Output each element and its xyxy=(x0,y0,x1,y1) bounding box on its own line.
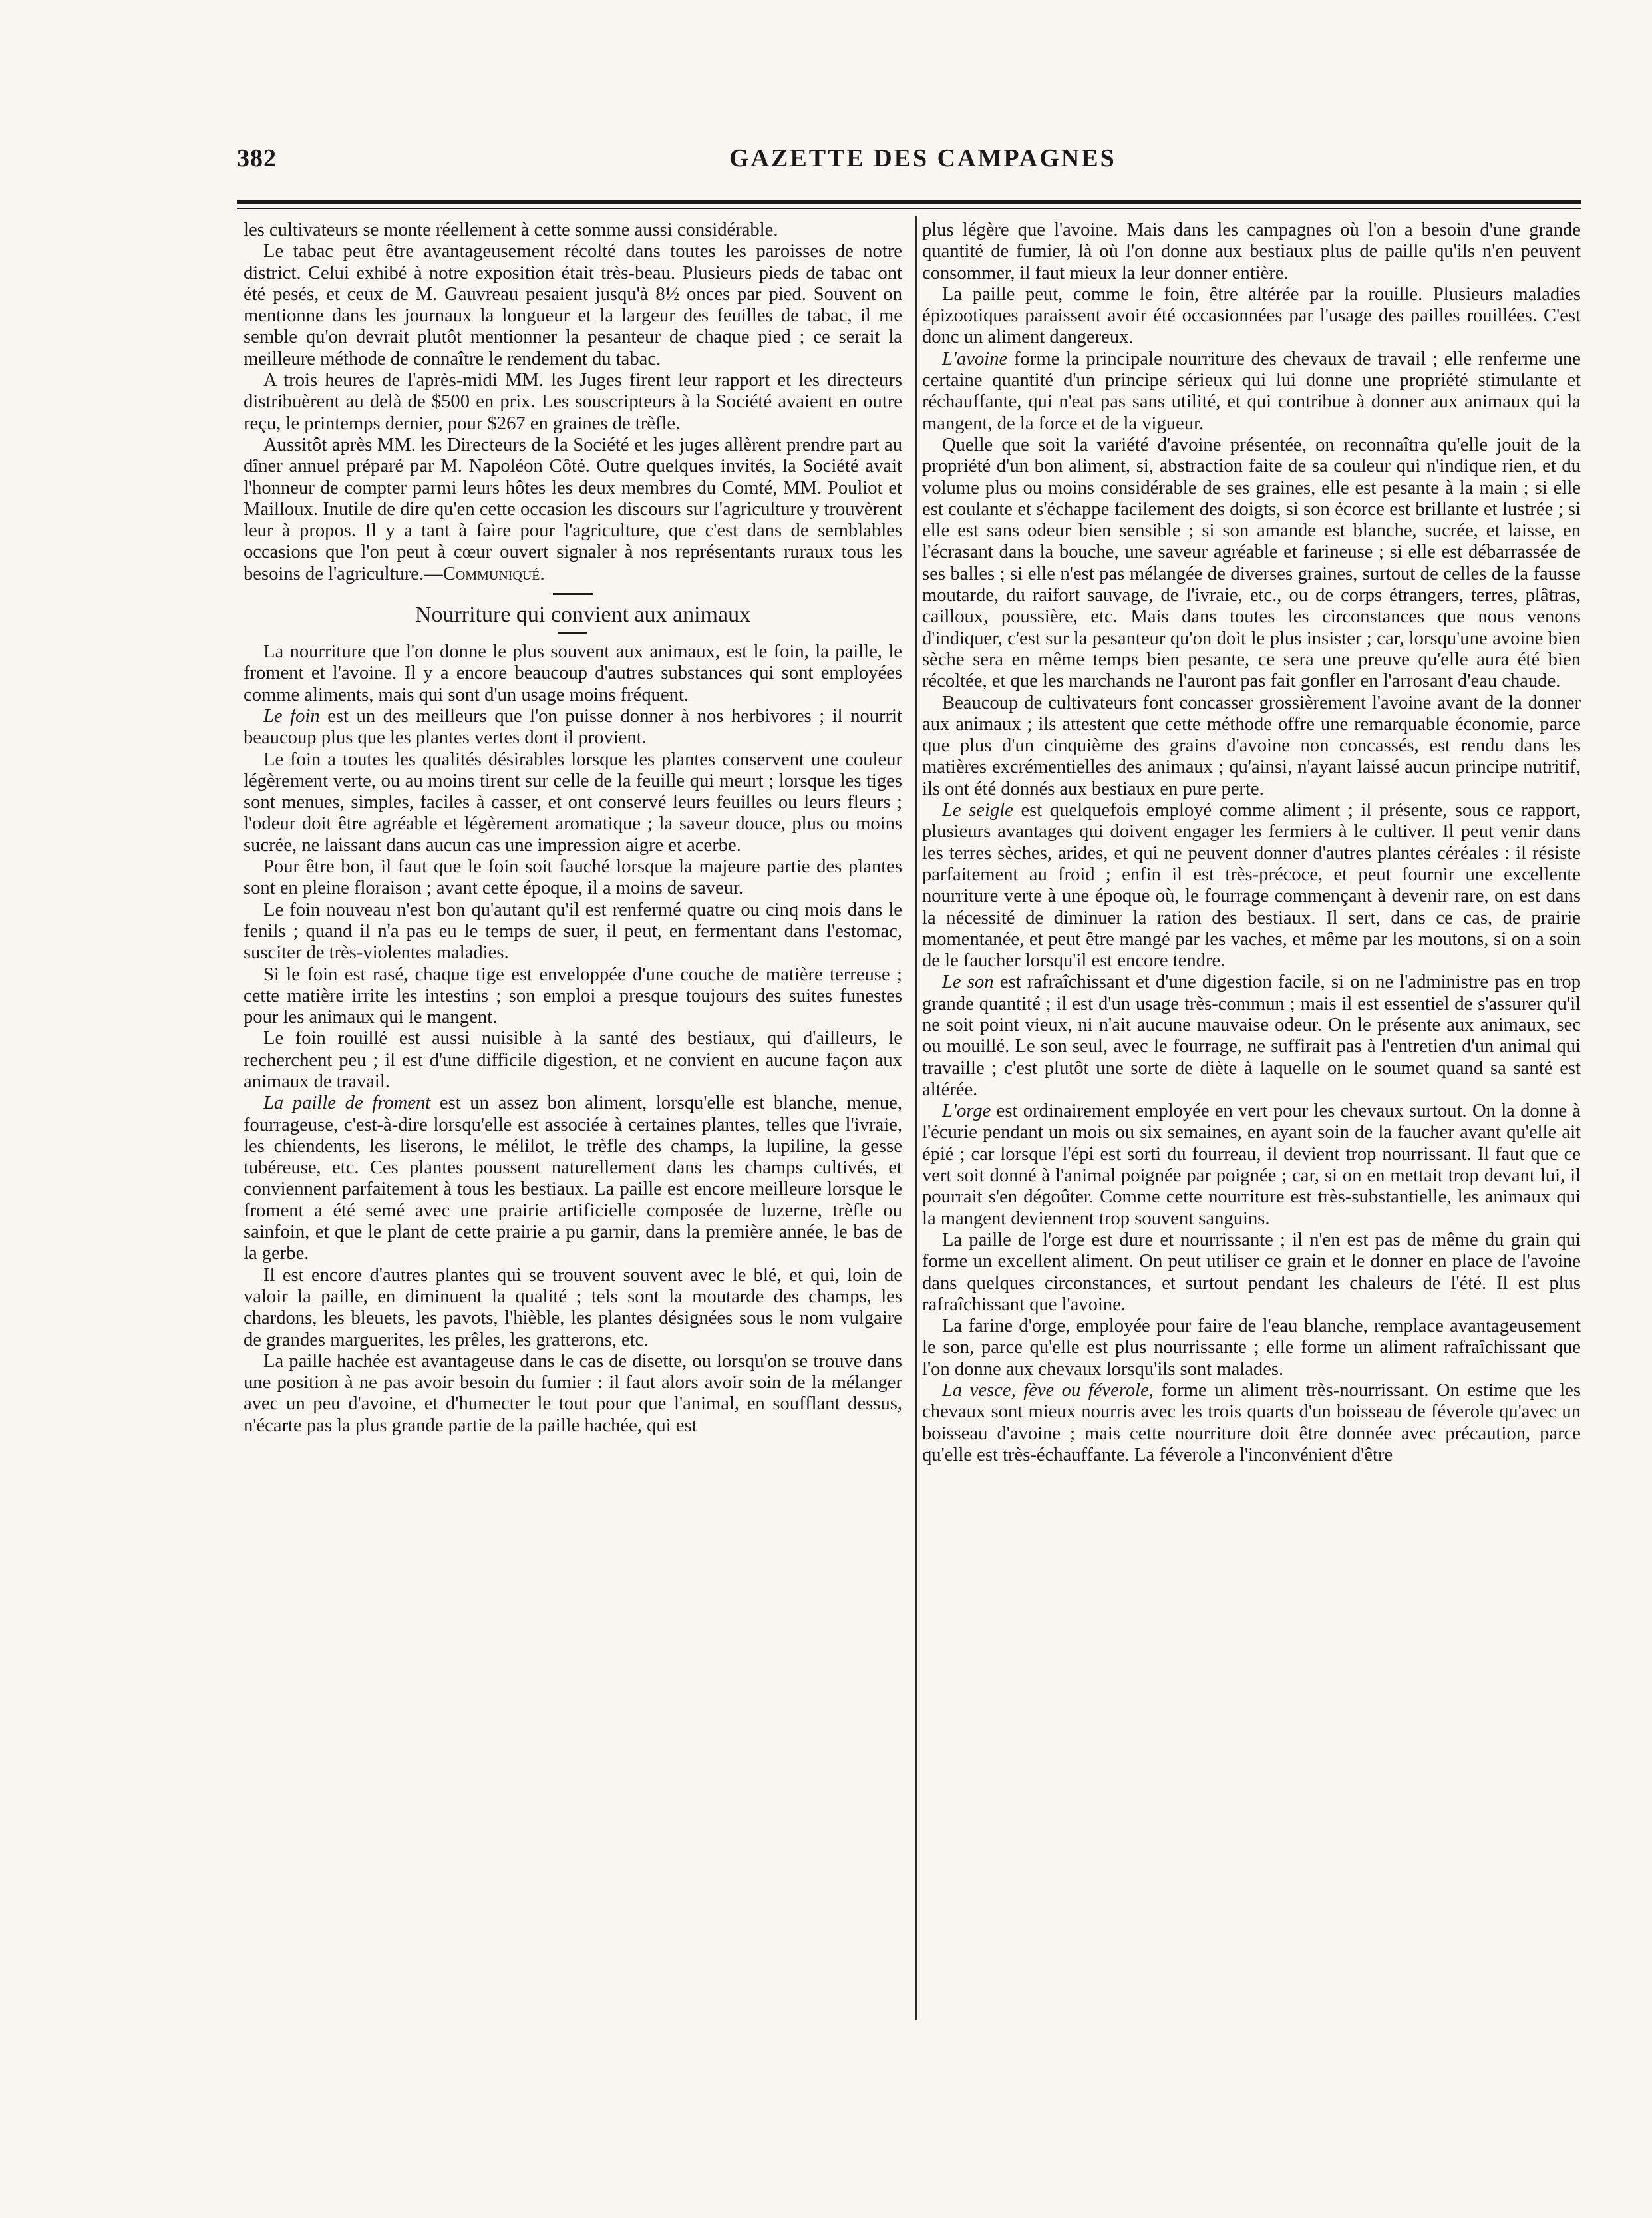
lead-term: La vesce, fève ou féverole, xyxy=(942,1380,1154,1401)
paragraph xyxy=(922,972,1581,1101)
paragraph xyxy=(244,435,902,585)
paragraph: Le tabac peut être avantageusement récolté dans toutes les paroisses de notre district. Celui exhibé à notre exposition était très-beau. Plusieurs pieds de tabac ont été pesés, et ceux de M. Gauvreau pesaient jusqu'à 8½ onces par pied. Souvent on mentionne dans les journaux la longueur et la largeur des feuilles de tabac, il me semble qu'on devrait plutôt mentionner la pesanteur de chaque pied ; ce serait la meilleure méthode de connaître le rendement du tabac. xyxy=(244,241,902,369)
paragraph-text: est un assez bon aliment, lorsqu'elle est blanche, menue, fourrageuse, c'est-à-dire lorsqu'elle est associée à certaines plantes, telles que l'ivraie, les chiendents, les liserons, le mélilot, le trèfle des champs, la lupiline, la gesse tubéreuse, etc. Ces plantes poussent naturellement dans les champs cultivés, et conviennent parfaitement à tous les bestiaux. La paille est encore meilleure lorsque le froment a été semé avec une prairie artificielle composée de luzerne, trèfle ou sainfoin, et que le plant de cette prairie a pu garnir, dans la première année, le bas de la gerbe. xyxy=(244,1093,902,1264)
page-header xyxy=(237,144,1581,190)
paragraph: Le foin rouillé est aussi nuisible à la santé des bestiaux, qui d'ailleurs, le recherchent peu ; il est d'une difficile digestion, et ne convient en aucune façon aux animaux de travail. xyxy=(244,1028,902,1092)
paragraph: Le foin nouveau n'est bon qu'autant qu'il est renfermé quatre ou cinq mois dans le fenils ; quand il n'a pas eu le temps de suer, il peut, en fermentant dans l'estomac, susciter de très-violentes maladies. xyxy=(244,899,902,964)
paragraph: Il est encore d'autres plantes qui se trouvent souvent avec le blé, et qui, loin de valoir la paille, en diminuent la qualité ; tels sont la moutarde des champs, les chardons, les bleuets, les pavots, l'hièble, les plantes désignées sous le nom vulgaire de grandes marguerites, les prêles, les gratterons, etc. xyxy=(244,1264,902,1350)
lead-term: La paille de froment xyxy=(263,1093,431,1114)
paragraph-text: est ordinairement employée en vert pour les chevaux surtout. On la donne à l'écurie pendant un mois ou six semaines, en ayant soin de la faucher avant qu'elle ait épié ; car lorsque l'épi est sorti du fourreau, il devient trop nourrissant. Il faut que ce vert soit donné à l'animal poignée par poignée ; car, si on en mettait trop devant lui, il pourrait s'en dégoûter. Comme cette nourriture est très-substantielle, les animaux qui la mangent deviennent trop souvent sanguins. xyxy=(922,1101,1581,1229)
paragraph-text: Aussitôt après MM. les Directeurs de la Société et les juges allèrent prendre part au dîner annuel préparé par M. Napoléon Côté. Outre quelques invités, la Société avait l'honneur de compter parmi leurs hôtes les deux membres du Comté, MM. Pouliot et Mailloux. Inutile de dire qu'en cette occasion les discours sur l'agriculture y trouvèrent leur à propos. Il y a tant à faire pour l'agriculture, que c'est dans de semblables occasions que l'on peut à cœur ouvert signaler à nos représentants ruraux tous les besoins de l'agriculture.— xyxy=(244,434,902,584)
lead-term: Le foin xyxy=(263,705,320,727)
paragraph: Quelle que soit la variété d'avoine présentée, on reconnaîtra qu'elle jouit de la propriété d'un bon aliment, si, abstraction faite de sa couleur qui n'indique rien, et du volume plus ou moins considérable de ses graines, elle est pesante à la main ; si elle est coulante et s'échappe facilement des doigts, si son écorce est brillante et lustrée ; si elle est sans odeur bien sensible ; si son amande est blanche, sucrée, et laisse, en l'écrasant dans la bouche, une saveur agréable et farineuse ; si elle est débarrassée de ses balles ; si elle n'est pas mélangée de diverses graines, surtout de celles de la fausse moutarde, du raifort sauvage, de l'ivraie, etc., ou de corps étrangers, terres, plâtras, cailloux, poussière, etc. Mais dans toutes les circonstances que nous venons d'indiquer, c'est sur la pesanteur qu'on doit le plus insister ; car, lorsqu'une avoine bien sèche sera en même temps bien pesante, ce sera une preuve qu'elle aura été bien récoltée, et que les marchands ne l'auront pas fait gonfler en l'arrosant d'eau chaude. xyxy=(922,434,1581,692)
paragraph: La paille hachée est avantageuse dans le cas de disette, ou lorsqu'on se trouve dans une position à ne pas avoir besoin du fumier : il faut alors avoir soin de la mélanger avec un peu d'avoine, et d'humecter le tout pour que l'animal, en soufflant dessus, n'écarte pas la plus grande partie de la paille hachée, qui est xyxy=(244,1350,902,1436)
paragraph: Pour être bon, il faut que le foin soit fauché lorsque la majeure partie des plantes sont en pleine floraison ; avant cette époque, il a moins de saveur. xyxy=(244,856,902,899)
heading-rule xyxy=(558,632,587,634)
paragraph: La nourriture que l'on donne le plus souvent aux animaux, est le foin, la paille, le froment et l'avoine. Il y a encore beaucoup d'autres substances qui sont employées comme aliments, mais qui sont d'un usage moins fréquent. xyxy=(244,642,902,705)
paragraph-text: est un des meilleurs que l'on puisse donner à nos herbivores ; il nourrit beaucoup plus que les plantes vertes dont il provient. xyxy=(244,705,902,749)
right-column xyxy=(922,220,1581,1466)
lead-term: L'orge xyxy=(942,1101,991,1122)
lead-term: Le seigle xyxy=(942,800,1013,821)
paragraph: plus légère que l'avoine. Mais dans les campagnes où l'on a besoin d'une grande quantité de fumier, là où l'on donne aux bestiaux plus de paille qu'ils n'en peuvent consommer, il faut mieux la leur donner entière. xyxy=(922,220,1581,283)
header-rule-thin xyxy=(237,208,1581,209)
paragraph: La paille de l'orge est dure et nourrissante ; il n'en est pas de même du grain qui forme un excellent aliment. On peut utiliser ce grain et le donner en place de l'avoine dans quelques circonstances, et surtout pendant les chaleurs de l'été. Il est plus rafraîchissant que l'avoine. xyxy=(922,1229,1581,1315)
article-heading: Nourriture qui convient aux animaux xyxy=(414,602,751,628)
paragraph: A trois heures de l'après-midi MM. les Juges firent leur rapport et les directeurs distribuèrent au delà de $500 en prix. Les souscripteurs à la Société avaient en outre reçu, le printemps dernier, pour $267 en graines de trèfle. xyxy=(244,370,902,434)
paragraph: les cultivateurs se monte réellement à cette somme aussi considérable. xyxy=(244,220,778,240)
paragraph-text: forme la principale nourriture des chevaux de travail ; elle renferme une certaine quantité d'un principe sérieux qui lui donne une propriété stimulante et réchauffante, qui n'eat pas sans utilité, et qui contribue à donner aux animaux qui la mangent, de la force et de la vigueur. xyxy=(922,348,1581,434)
left-column xyxy=(244,220,902,1437)
page-number: 382 xyxy=(237,144,277,172)
paragraph: La farine d'orge, employée pour faire de l'eau blanche, remplace avantageusement le son, parce qu'elle est plus nourrissante ; elle forme un aliment rafraîchissant que l'on donne aux chevaux lorsqu'ils sont malades. xyxy=(922,1316,1581,1380)
paragraph: Beaucoup de cultivateurs font concasser grossièrement l'avoine avant de la donner aux animaux ; ils attestent que cette méthode offre une remarquable économie, parce que plus d'un cinquième des grains d'avoine non concassés, est rendu dans les matières excrémentielles des animaux ; qu'ainsi, n'ayant laissé aucun principe nutritif, ils ont été donnés aux bestiaux en pure perte. xyxy=(922,692,1581,799)
journal-title: GAZETTE DES CAMPAGNES xyxy=(729,144,1116,172)
paragraph xyxy=(922,800,1581,972)
paragraph xyxy=(244,706,902,749)
lead-term: L'avoine xyxy=(942,348,1008,369)
paragraph: La paille peut, comme le foin, être altérée par la rouille. Plusieurs maladies épizootiques paraissent avoir été occasionnées par l'usage des pailles rouillées. C'est donc un aliment dangereux. xyxy=(922,283,1581,348)
header-rule-thick xyxy=(237,200,1581,204)
paragraph-text: forme un aliment très-nourrissant. On estime que les chevaux sont mieux nourris avec les trois quarts d'un boisseau de féverole qu'avec un boisseau d'avoine ; mais cette nourriture doit être donnée avec précaution, parce qu'elle est très-échauffante. La féverole a l'inconvénient d'être xyxy=(922,1380,1581,1465)
paragraph xyxy=(244,1093,902,1264)
paragraph-text: est quelquefois employé comme aliment ; il présente, sous ce rapport, plusieurs avantages qui doivent engager les fermiers à le cultiver. Il peut venir dans les terres sèches, arides, et qui ne peuvent donner d'autres plantes céréales : il résiste parfaitement au froid ; enfin il est très-précoce, et peut fournir une excellente nourriture verte à une époque où, le fourrage commençant à devenir rare, on est dans la nécessité de diminuer la ration des bestiaux. Il sert, dans ce cas, de prairie momentanée, et peut être mangé par les vaches, et même par les moutons, si on a soin de le faucher lorsqu'il est encore tendre. xyxy=(922,800,1581,972)
signature: Communiqué. xyxy=(442,563,545,584)
section-divider xyxy=(553,593,593,595)
paragraph xyxy=(922,1380,1581,1466)
paragraph-text: est rafraîchissant et d'une digestion facile, si on ne l'administre pas en trop grande quantité ; il est d'un usage très-commun ; mais il est essentiel de s'assurer qu'il ne soit point vieux, ni n'ait aucune mauvaise odeur. On le présente aux animaux, sec ou mouillé. Le son seul, avec le fourrage, ne suffirait pas à l'entretien d'un animal qui travaille ; c'est plutôt une sorte de diète à laquelle on le soumet quand sa santé est altérée. xyxy=(922,972,1581,1100)
paragraph xyxy=(922,1101,1581,1230)
paragraph: Le foin a toutes les qualités désirables lorsque les plantes conservent une couleur légèrement verte, ou au moins tirent sur celle de la feuille qui meurt ; lorsque les tiges sont menues, simples, faciles à casser, et ont conservé leurs feuilles ou leurs fleurs ; l'odeur doit être agréable et légèrement aromatique ; la saveur douce, plus ou moins sucrée, ne laissant dans aucun cas une impression aigre et acerbe. xyxy=(244,749,902,856)
lead-term: Le son xyxy=(942,972,994,993)
column-separator xyxy=(915,216,917,2020)
paragraph xyxy=(922,349,1581,435)
paragraph: Si le foin est rasé, chaque tige est enveloppée d'une couche de matière terreuse ; cette matière irrite les intestins ; son emploi a presque toujours des suites funestes pour les animaux qui le mangent. xyxy=(244,964,902,1028)
